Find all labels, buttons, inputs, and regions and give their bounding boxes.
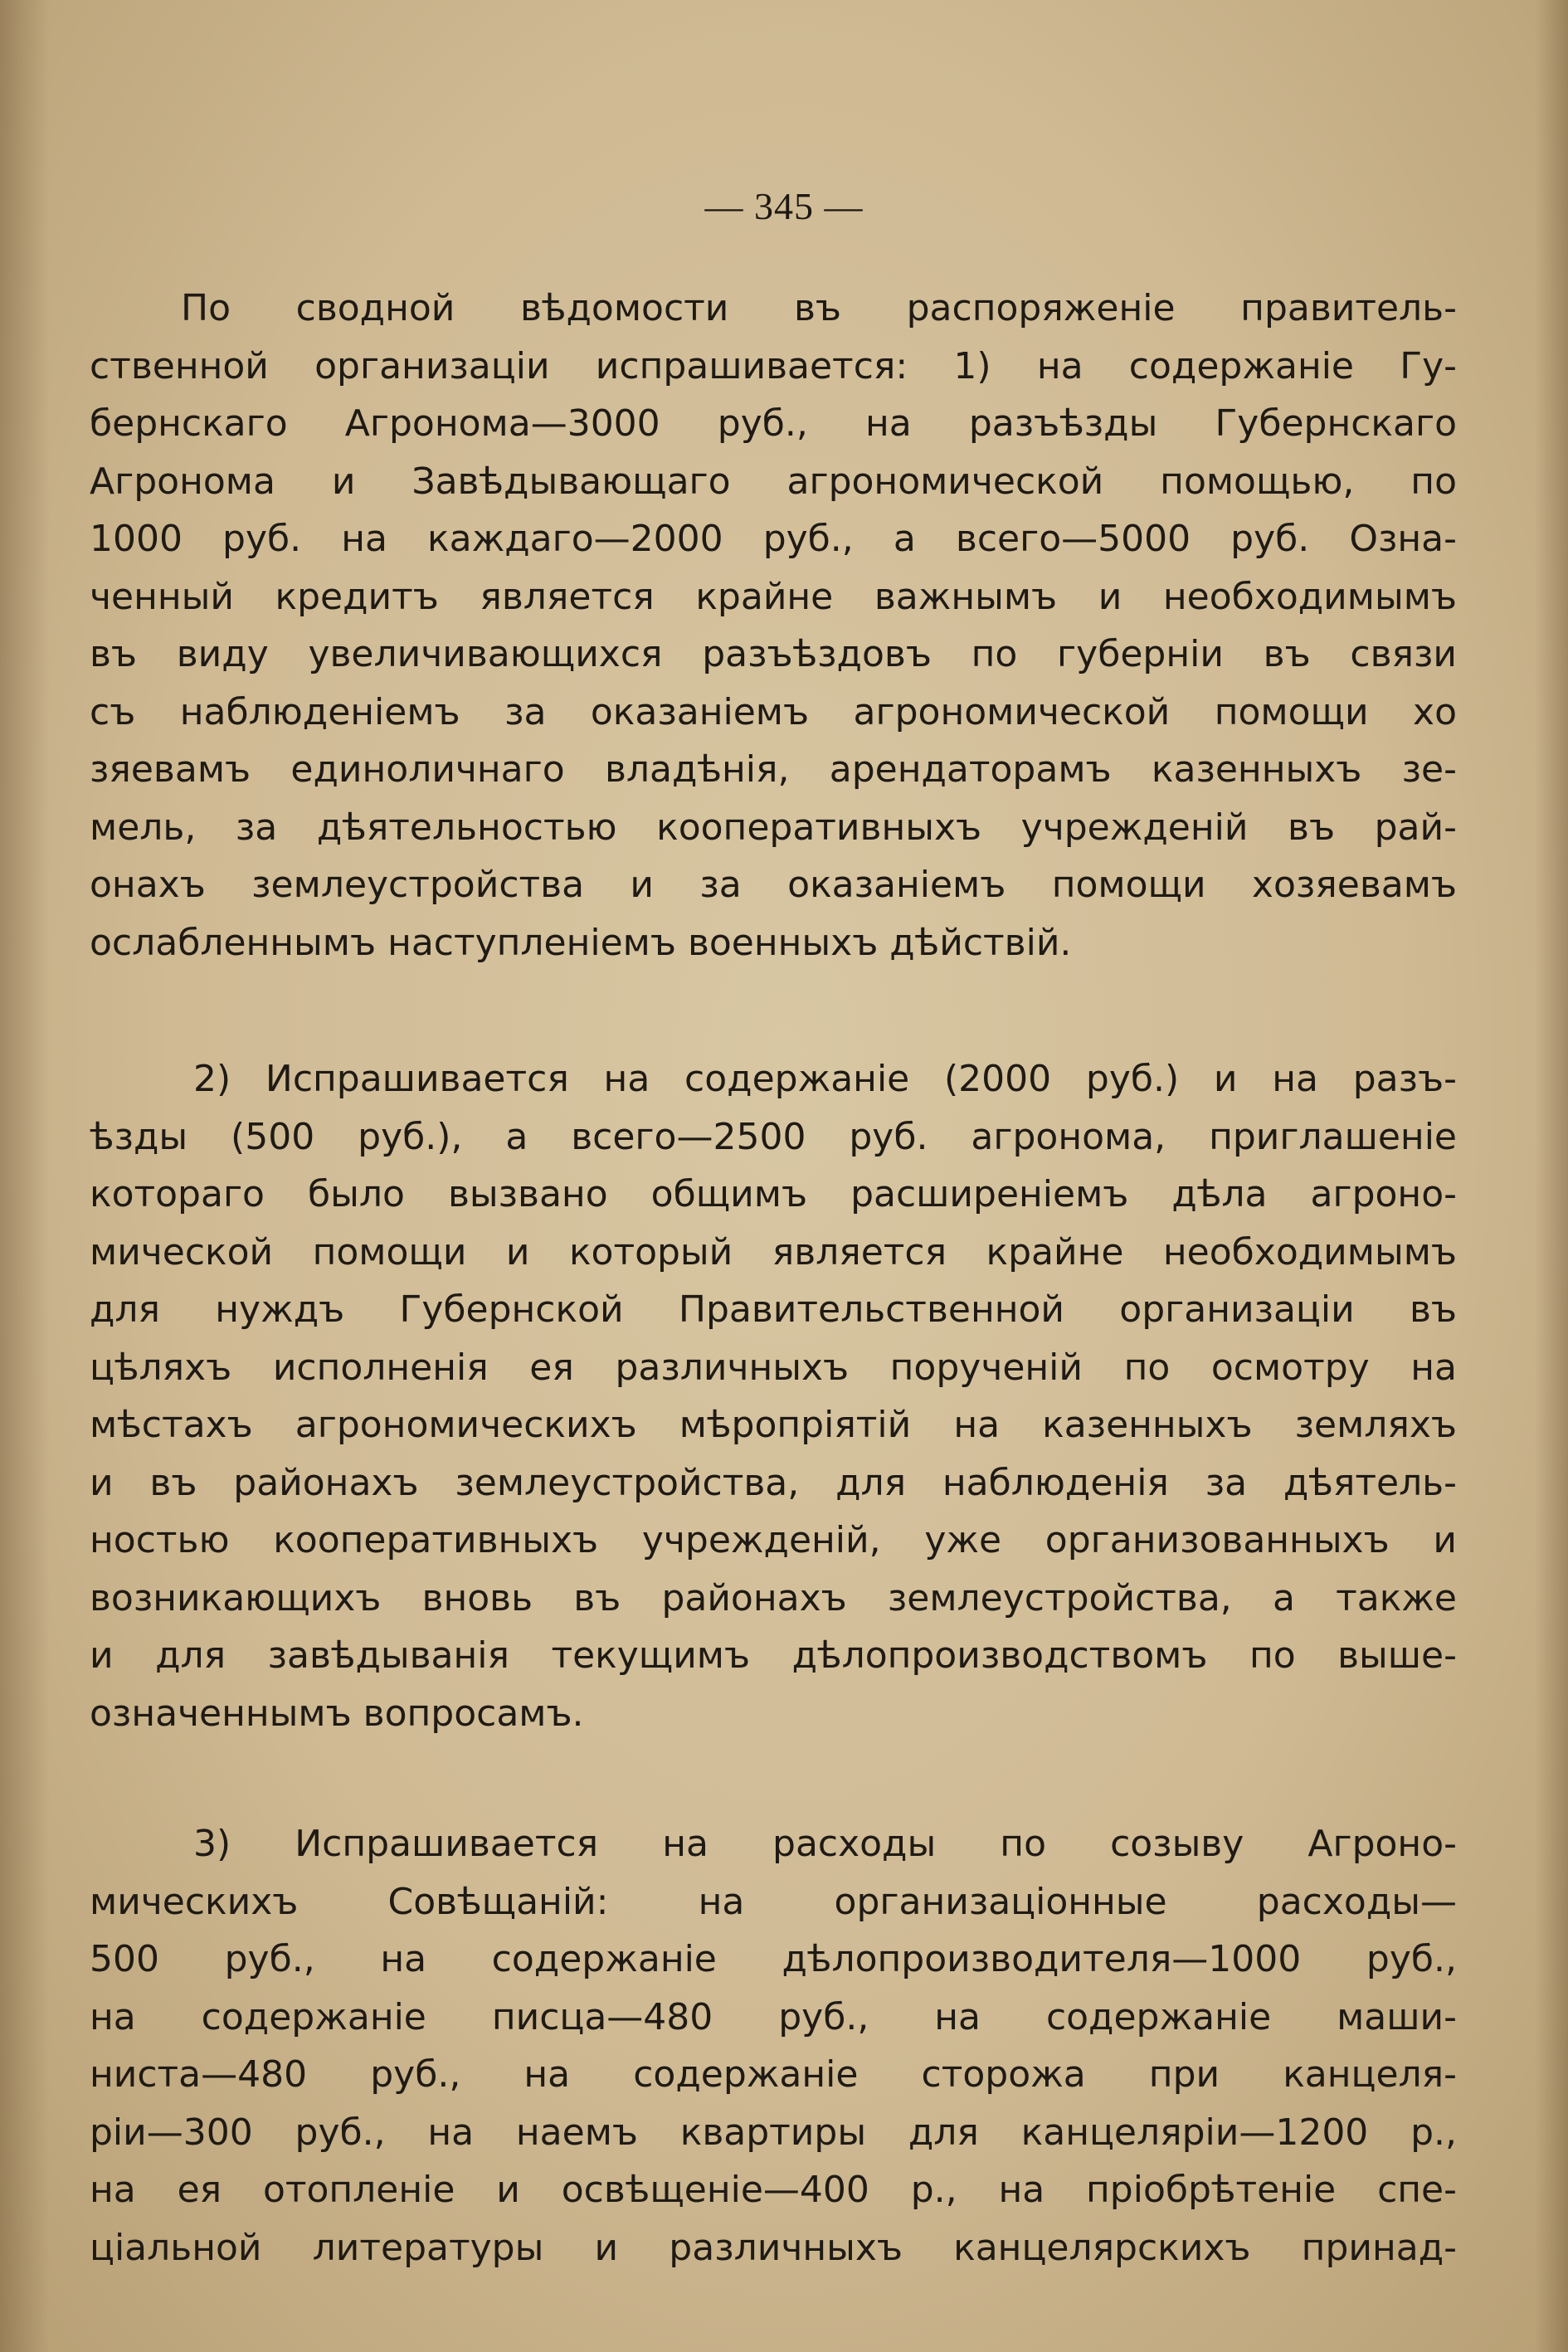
text-line: Агронома и Завѣдывающаго агрономической помощью, по xyxy=(90,460,1457,503)
paragraph-1 xyxy=(90,280,1457,971)
text-line: 500 руб., на содержаніе дѣлопроизводителя—1000 руб., xyxy=(90,1938,1457,1980)
text-line: ченный кредитъ является крайне важнымъ и необходимымъ xyxy=(90,575,1457,618)
text-line: онахъ землеустройства и за оказаніемъ помощи хозяевамъ xyxy=(90,864,1457,906)
text-line: 1000 руб. на каждаго—2000 руб., а всего—5000 руб. Озна- xyxy=(90,518,1457,560)
paragraph-2 xyxy=(90,1050,1457,1742)
text-line: на ея отопленіе и освѣщеніе—400 р., на пріобрѣтеніе спе- xyxy=(90,2169,1457,2211)
text-line: означеннымъ вопросамъ. xyxy=(90,1692,584,1735)
text-line: ріи—300 руб., на наемъ квартиры для канцеляріи—1200 р., xyxy=(90,2111,1457,2154)
text-line: ниста—480 руб., на содержаніе сторожа при канцеля- xyxy=(90,2053,1457,2096)
text-line: По сводной вѣдомости въ распоряженіе правитель- xyxy=(181,287,1457,329)
text-line: на содержаніе писца—480 руб., на содержаніе маши- xyxy=(90,1995,1457,2038)
text-line: ѣзды (500 руб.), а всего—2500 руб. агронома, приглашеніе xyxy=(90,1115,1457,1158)
text-line: ціальной литературы и различныхъ канцелярскихъ принад- xyxy=(90,2226,1457,2269)
text-line: для нуждъ Губернской Правительственной организаціи въ xyxy=(90,1288,1457,1331)
paragraph-3 xyxy=(90,1815,1457,2277)
text-line: котораго было вызвано общимъ расширеніемъ дѣла агроно- xyxy=(90,1173,1457,1215)
text-line: цѣляхъ исполненія ея различныхъ порученій по осмотру на xyxy=(90,1346,1457,1389)
text-line: и для завѣдыванія текущимъ дѣлопроизводствомъ по выше- xyxy=(90,1634,1457,1677)
text-line: и въ районахъ землеустройства, для наблюденія за дѣятель- xyxy=(90,1461,1457,1504)
text-line: въ виду увеличивающихся разъѣздовъ по губерніи въ связи xyxy=(90,633,1457,675)
text-line: съ наблюденіемъ за оказаніемъ агрономической помощи хо xyxy=(90,690,1457,733)
text-line: мѣстахъ агрономическихъ мѣропріятій на казенныхъ земляхъ xyxy=(90,1404,1457,1446)
text-line: зяевамъ единоличнаго владѣнія, арендаторамъ казенныхъ зе- xyxy=(90,748,1457,791)
text-line: мической помощи и который является крайне необходимымъ xyxy=(90,1230,1457,1273)
text-line: ственной организаціи испрашивается: 1) на содержаніе Гу- xyxy=(90,344,1457,387)
page-number: — 345 — xyxy=(704,185,864,227)
text-line: возникающихъ вновь въ районахъ землеустройства, а также xyxy=(90,1576,1457,1619)
text-line: бернскаго Агронома—3000 руб., на разъѣзды Губернскаго xyxy=(90,402,1457,445)
text-line: ослабленнымъ наступленіемъ военныхъ дѣйствій. xyxy=(90,921,1072,964)
text-line: мическихъ Совѣщаній: на организаціонные расходы— xyxy=(90,1880,1457,1923)
text-line: 3) Испрашивается на расходы по созыву Агроно- xyxy=(193,1823,1457,1865)
text-line: ностью кооперативныхъ учрежденій, уже организованныхъ и xyxy=(90,1519,1457,1561)
text-line: 2) Испрашивается на содержаніе (2000 руб.) и на разъ- xyxy=(193,1058,1457,1100)
text-line: мель, за дѣятельностью кооперативныхъ учрежденій въ рай- xyxy=(90,806,1457,849)
